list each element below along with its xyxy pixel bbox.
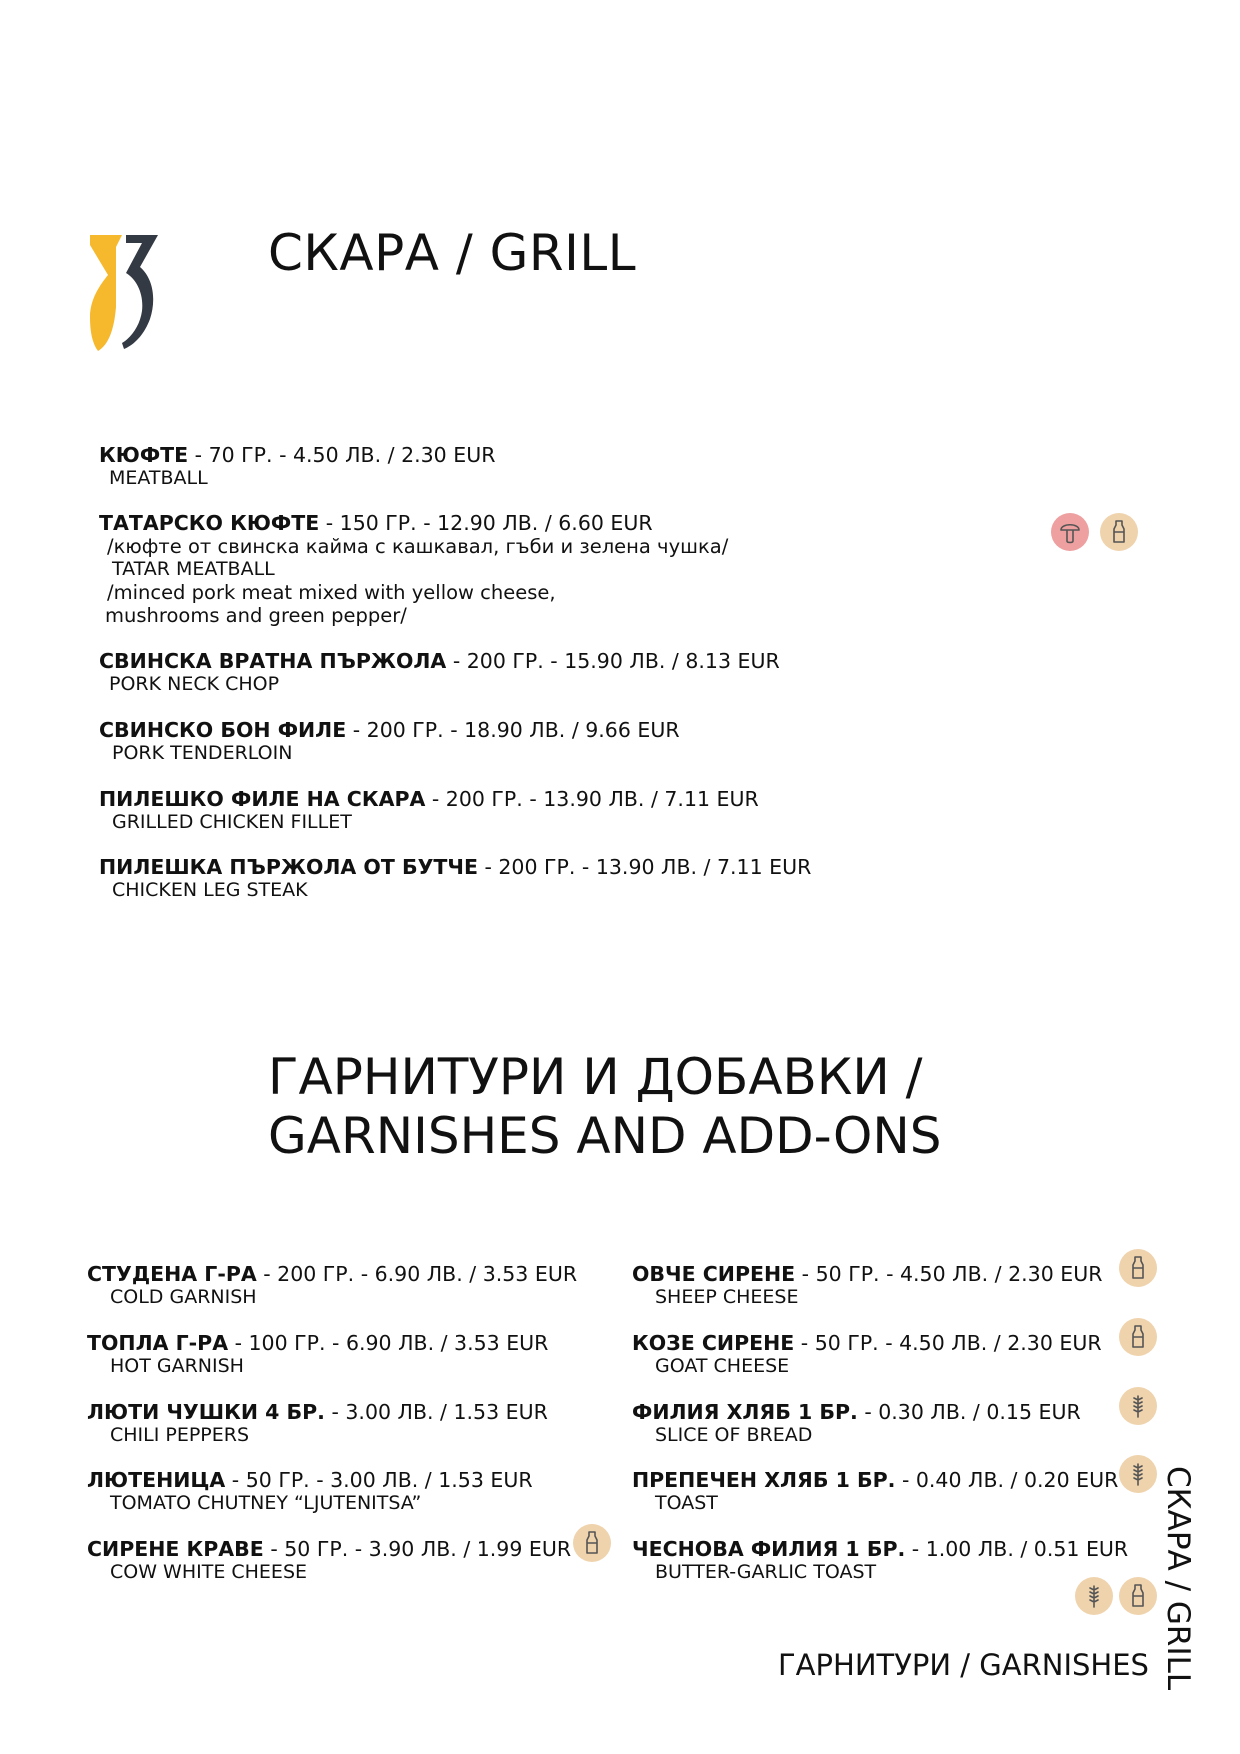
garnishes-title-bg: ГАРНИТУРИ И ДОБАВКИ / [268, 1048, 923, 1106]
item-price: - 200 ГР. - 6.90 ЛВ. / 3.53 EUR [256, 1262, 578, 1286]
item-name: ФИЛИЯ ХЛЯБ 1 БР. [632, 1400, 858, 1424]
item-name: СВИНСКО БОН ФИЛЕ [99, 718, 347, 742]
menu-item-cold-garnish [87, 1263, 577, 1309]
item-name-en: SHEEP CHEESE [655, 1286, 799, 1308]
item-price: - 50 ГР. - 4.50 ЛВ. / 2.30 EUR [794, 1331, 1102, 1355]
item-name-en: PORK TENDERLOIN [112, 742, 293, 764]
item-price: - 0.40 ЛВ. / 0.20 EUR [895, 1468, 1119, 1492]
item-name: ОВЧЕ СИРЕНЕ [632, 1262, 796, 1286]
item-name: СВИНСКА ВРАТНА ПЪРЖОЛА [99, 649, 447, 673]
grill-section-title: СКАРА / GRILL [268, 224, 637, 282]
item-price: - 100 ГР. - 6.90 ЛВ. / 3.53 EUR [228, 1331, 549, 1355]
item-name-en: BUTTER-GARLIC TOAST [655, 1561, 877, 1583]
item-price: - 200 ГР. - 13.90 ЛВ. / 7.11 EUR [477, 855, 812, 879]
item-name: КОЗЕ СИРЕНЕ [632, 1331, 795, 1355]
item-name: ЧЕСНОВА ФИЛИЯ 1 БР. [632, 1537, 906, 1561]
item-description-en: /minced pork meat mixed with yellow cheese, [107, 581, 556, 604]
menu-item-sheep-cheese [632, 1263, 1102, 1309]
menu-item-meatball [99, 444, 495, 490]
garnishes-title-en: GARNISHES AND ADD-ONS [268, 1107, 942, 1165]
menu-item-chili-peppers [87, 1401, 548, 1447]
item-price: - 50 ГР. - 4.50 ЛВ. / 2.30 EUR [795, 1262, 1103, 1286]
item-name-en: HOT GARNISH [110, 1355, 244, 1377]
item-name-en: GRILLED CHICKEN FILLET [112, 811, 352, 833]
restaurant-logo [90, 235, 158, 351]
item-name-en: TATAR MEATBALL [112, 558, 275, 580]
menu-item-grilled-chicken-fillet [99, 788, 759, 834]
item-description-bg: /кюфте от свинска кайма с кашкавал, гъби и зелена чушка/ [107, 535, 729, 558]
item-price: - 150 ГР. - 12.90 ЛВ. / 6.60 EUR [319, 511, 653, 535]
menu-item-ljutenitsa [87, 1469, 533, 1515]
footer-section-label: ГАРНИТУРИ / GARNISHES [778, 1648, 1149, 1682]
item-price: - 50 ГР. - 3.00 ЛВ. / 1.53 EUR [225, 1468, 533, 1492]
item-name-en: TOMATO CHUTNEY “LJUTENITSA” [110, 1492, 422, 1514]
item-price: - 200 ГР. - 18.90 ЛВ. / 9.66 EUR [346, 718, 680, 742]
item-price: - 50 ГР. - 3.90 ЛВ. / 1.99 EUR [263, 1537, 572, 1561]
menu-item-chicken-leg-steak [99, 856, 811, 902]
item-name-en: MEATBALL [109, 467, 208, 489]
menu-item-cow-white-cheese [87, 1538, 571, 1584]
menu-item-hot-garnish [87, 1332, 548, 1378]
milk-bottle-icon [573, 1524, 611, 1562]
wheat-icon [1075, 1577, 1113, 1615]
item-name-en: SLICE OF BREAD [655, 1424, 813, 1446]
item-price: - 70 ГР. - 4.50 ЛВ. / 2.30 EUR [188, 443, 496, 467]
menu-item-pork-neck-chop [99, 650, 780, 696]
menu-item-goat-cheese [632, 1332, 1102, 1378]
item-name: ПРЕПЕЧЕН ХЛЯБ 1 БР. [632, 1468, 896, 1492]
vertical-section-label: СКАРА / GRILL [1160, 1466, 1196, 1691]
menu-item-butter-garlic-toast [632, 1538, 1128, 1584]
item-name-en: TOAST [655, 1492, 718, 1514]
item-name-en: PORK NECK CHOP [109, 673, 280, 695]
menu-item-slice-of-bread [632, 1401, 1081, 1447]
item-price: - 1.00 ЛВ. / 0.51 EUR [905, 1537, 1129, 1561]
item-name: ПИЛЕШКА ПЪРЖОЛА ОТ БУТЧЕ [99, 855, 478, 879]
item-name: ЛЮТИ ЧУШКИ 4 БР. [87, 1400, 325, 1424]
item-name-en: CHICKEN LEG STEAK [112, 879, 308, 901]
item-name: ТАТАРСКО КЮФТЕ [99, 511, 320, 535]
garnishes-section-title [268, 1048, 942, 1166]
mushroom-icon [1051, 513, 1089, 551]
menu-item-toast [632, 1469, 1118, 1515]
milk-bottle-icon [1119, 1318, 1157, 1356]
item-name: ПИЛЕШКО ФИЛЕ НА СКАРА [99, 787, 426, 811]
item-name: КЮФТЕ [99, 443, 189, 467]
item-price: - 200 ГР. - 13.90 ЛВ. / 7.11 EUR [425, 787, 759, 811]
item-name-en: COW WHITE CHEESE [110, 1561, 308, 1583]
item-price: - 3.00 ЛВ. / 1.53 EUR [324, 1400, 548, 1424]
milk-bottle-icon [1100, 513, 1138, 551]
item-price: - 200 ГР. - 15.90 ЛВ. / 8.13 EUR [446, 649, 780, 673]
wheat-icon [1119, 1455, 1157, 1493]
milk-bottle-icon [1119, 1577, 1157, 1615]
menu-item-tatar-meatball [99, 512, 728, 627]
item-name: СТУДЕНА Г-РА [87, 1262, 257, 1286]
item-name: ЛЮТЕНИЦА [87, 1468, 226, 1492]
item-description-en-cont: mushrooms and green pepper/ [105, 604, 407, 627]
item-name: СИРЕНЕ КРАВЕ [87, 1537, 264, 1561]
milk-bottle-icon [1119, 1249, 1157, 1287]
menu-item-pork-tenderloin [99, 719, 680, 765]
item-name: ТОПЛА Г-РА [87, 1331, 229, 1355]
item-price: - 0.30 ЛВ. / 0.15 EUR [857, 1400, 1081, 1424]
item-name-en: CHILI PEPPERS [110, 1424, 250, 1446]
wheat-icon [1119, 1387, 1157, 1425]
item-name-en: COLD GARNISH [110, 1286, 257, 1308]
item-name-en: GOAT CHEESE [655, 1355, 790, 1377]
